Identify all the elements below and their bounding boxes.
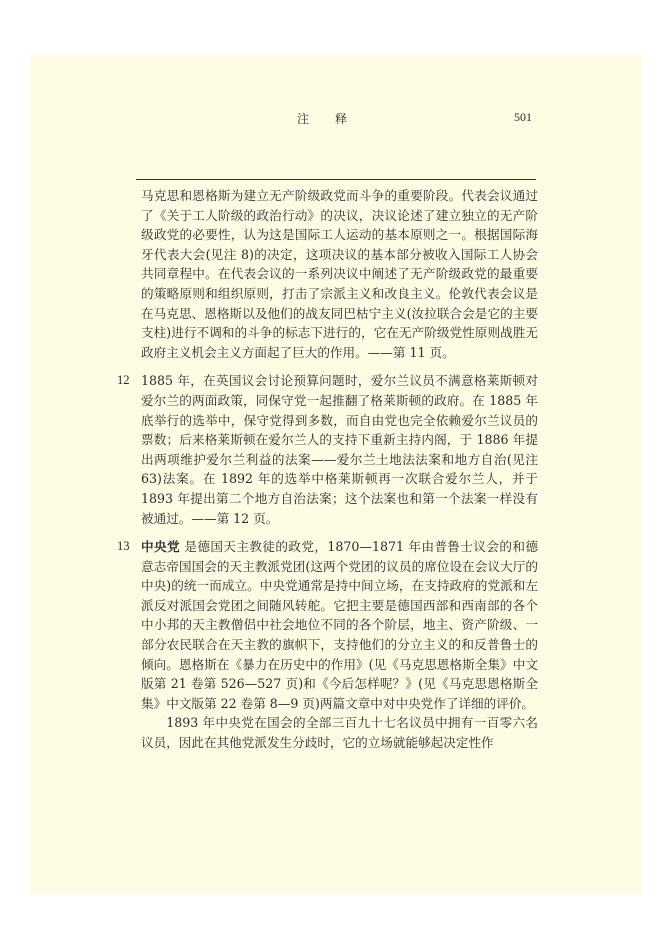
note-text: 是德国天主教徒的政党，1870—1871 年由普鲁士议会的和德意志帝国国会的天主教派党团(这两个党团的议员的席位设在会议大厅的中央)的统一而成立。中央党通常是持中间立场，在支持政府的党派和左派反对派国会党团之间随风转舵。它把主要是德国西部和西南部的各个中小邦的天主教僧侣中社会地位不同的各个阶层，地主、资产阶级、一部分农民联合在天主教的旗帜下，支持他们的分立主义的和反普鲁士的倾向。恩格斯在《暴力在历史中的作用》(见《马克思恩格斯全集》中文版第 21 卷第 526—527 页)和《今后怎样呢？》(见《马克思恩格斯全集》中文版第 22 卷第 8—9 页)两篇文章中对中央党作了详细的评价。 <box>141 539 538 711</box>
note-paragraph: 1885 年，在英国议会讨论预算问题时，爱尔兰议员不满意格莱斯顿对爱尔兰的两面政策，同保守党一起推翻了格莱斯顿的政府。在 1885 年底举行的选举中，保守党得到多数，而自由党也完全依赖爱尔兰议员的票数；后来格莱斯顿在爱尔兰人的支持下重新主持内阁，于 1886 年提出两项维护爱尔兰利益的法案——爱尔兰土地法法案和地方自治(见注 63)法案。在 1892 年的选举中格莱斯顿再一次联合爱尔兰人，并于 1893 年提出第二个地方自治法案；这个法案也和第一个法案一样没有被通过。——第 12 页。 <box>141 373 538 526</box>
note-paragraph <box>141 537 538 713</box>
notes-content <box>108 186 538 753</box>
note-term: 中央党 <box>141 539 180 555</box>
page-number: 501 <box>514 110 532 124</box>
note-continued <box>108 186 538 362</box>
note-12 <box>108 371 538 528</box>
header-rule <box>136 179 536 180</box>
header-title: 注释 <box>296 112 373 126</box>
note-paragraph: 1893 年中央党在国会的全部三百九十七名议员中拥有一百零六名议员，因此在其他党派发生分歧时，它的立场就能够起决定性作 <box>141 715 538 751</box>
running-header <box>108 108 536 128</box>
note-number: 13 <box>117 539 130 554</box>
note-number: 12 <box>117 373 130 388</box>
note-paragraph: 马克思和恩格斯为建立无产阶级政党而斗争的重要阶段。代表会议通过了《关于工人阶级的政治行动》的决议，决议论述了建立独立的无产阶级政党的必要性，认为这是国际工人运动的基本原则之一。根据国际海牙代表大会(见注 8)的决定，这项决议的基本部分被收入国际工人协会共同章程中。在代表会议的一系列决议中阐述了无产阶级政党的最重要的策略原则和组织原则，打击了宗派主义和改良主义。伦敦代表会议是在马克思、恩格斯以及他们的战友同巴枯宁主义(汝拉联合会是它的主要支柱)进行不调和的斗争的标志下进行的，它在无产阶级党性原则战胜无政府主义机会主义方面起了巨大的作用。——第 11 页。 <box>141 188 538 360</box>
note-13 <box>108 537 538 753</box>
